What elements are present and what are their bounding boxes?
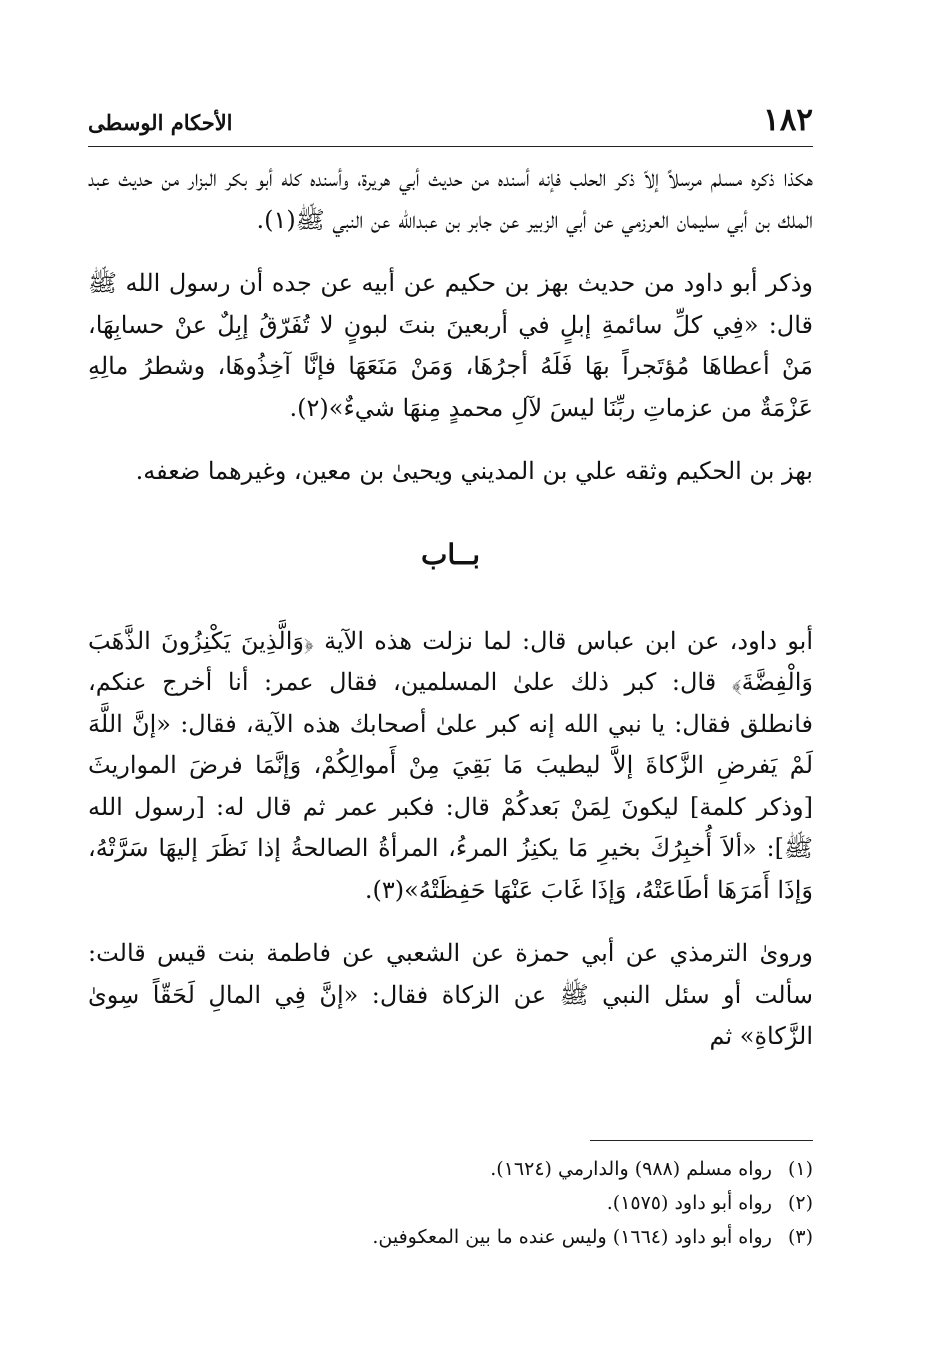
footnote-text: رواه أبو داود (١٥٧٥). (606, 1192, 772, 1214)
footnote-number: (٣) (787, 1226, 813, 1248)
running-title: الأحكام الوسطى (88, 110, 233, 135)
paragraph: هكذا ذكره مسلم مرسلاً إلاّ ذكر الحلب فإنه أسنده من حديث أبي هريرة، وأسنده كله أبو بكر البزار من حديث عبد الملك بن أبي سليمان العرزمي عن أبي الزبير عن جابر بن عبدالله عن النبي ﷺ(١). (88, 164, 813, 234)
footnote (88, 1152, 813, 1186)
footnote (88, 1186, 813, 1220)
footnote-number: (٢) (787, 1192, 813, 1214)
footnote-separator (590, 1140, 813, 1141)
footnote-text: رواه أبو داود (١٦٦٤) وليس عنده ما بين المعكوفين. (372, 1226, 772, 1248)
paragraph: وذكر أبو داود من حديث بهز بن حكيم عن أبيه عن جده أن رسول الله ﷺ قال: «فِي كلِّ سائمةِ إبلٍ في أربعينَ بنتَ لبونٍ لا تُفَرّقُ إبِلٌ عنْ حسابِهَا، مَنْ أعطاهَا مُؤتَجراً بهَا فَلَهُ أجرُهَا، وَمَنْ مَنَعَهَا فإنَّا آخِذُوهَا، وشطرُ مالِهِ عَزْمَةٌ من عزماتِ ربِّنَا ليسَ لآلِ محمدٍ مِنهَا شيءٌ»(٢). (88, 269, 813, 422)
footnote-text: رواه مسلم (٩٨٨) والدارمي (١٦٢٤). (490, 1158, 772, 1180)
footnote-number: (١) (787, 1158, 813, 1180)
paragraph: أبو داود، عن ابن عباس قال: لما نزلت هذه الآية ﴿وَالَّذِينَ يَكْنِزُونَ الذَّهَبَ وَالْفِضَّةَ﴾ قال: كبر ذلك علىٰ المسلمين، فقال عمر: أنا أخرج عنكم، فانطلق فقال: يا نبي الله إنه كبر علىٰ أصحابك هذه الآية، فقال: «إنَّ اللَّهَ لَمْ يَفرضِ الزَّكاةَ إلاَّ ليطيبَ مَا بَقِيَ مِنْ أَموالِكُمْ، وَإنَّمَا فرضَ المواريثَ [وذكر كلمة] ليكونَ لِمَنْ بَعدكُمْ قال: فكبر عمر ثم قال له: [رسول الله ﷺ]: «ألاَ أُخبِرُكَ بخيرِ مَا يكنِزُ المرءُ، المرأةُ الصالحةُ إذا نَظَرَ إليهَا سَرَّتْهُ، وَإذَا أَمَرَهَا أطَاعَتْهُ، وَإذَا غَابَ عَنْهَا حَفِظَتْهُ»(٣). (88, 626, 813, 904)
paragraph: بهز بن الحكيم وثقه علي بن المديني ويحيىٰ بن معين، وغيرهما ضعفه. (135, 457, 813, 485)
footnote (88, 1220, 813, 1254)
section-heading: بــاب (420, 537, 481, 571)
page-header (88, 100, 813, 147)
paragraph: وروىٰ الترمذي عن أبي حمزة عن الشعبي عن فاطمة بنت قيس قالت: سألت أو سئل النبي ﷺ عن الزكاة فقال: «إنَّ فِي المالِ لَحَقّاً سِوىٰ الزَّكاةِ» ثم (88, 939, 813, 1050)
footnotes (88, 1152, 813, 1254)
main-text (88, 158, 813, 1058)
page-number: ١٨٢ (763, 102, 813, 138)
